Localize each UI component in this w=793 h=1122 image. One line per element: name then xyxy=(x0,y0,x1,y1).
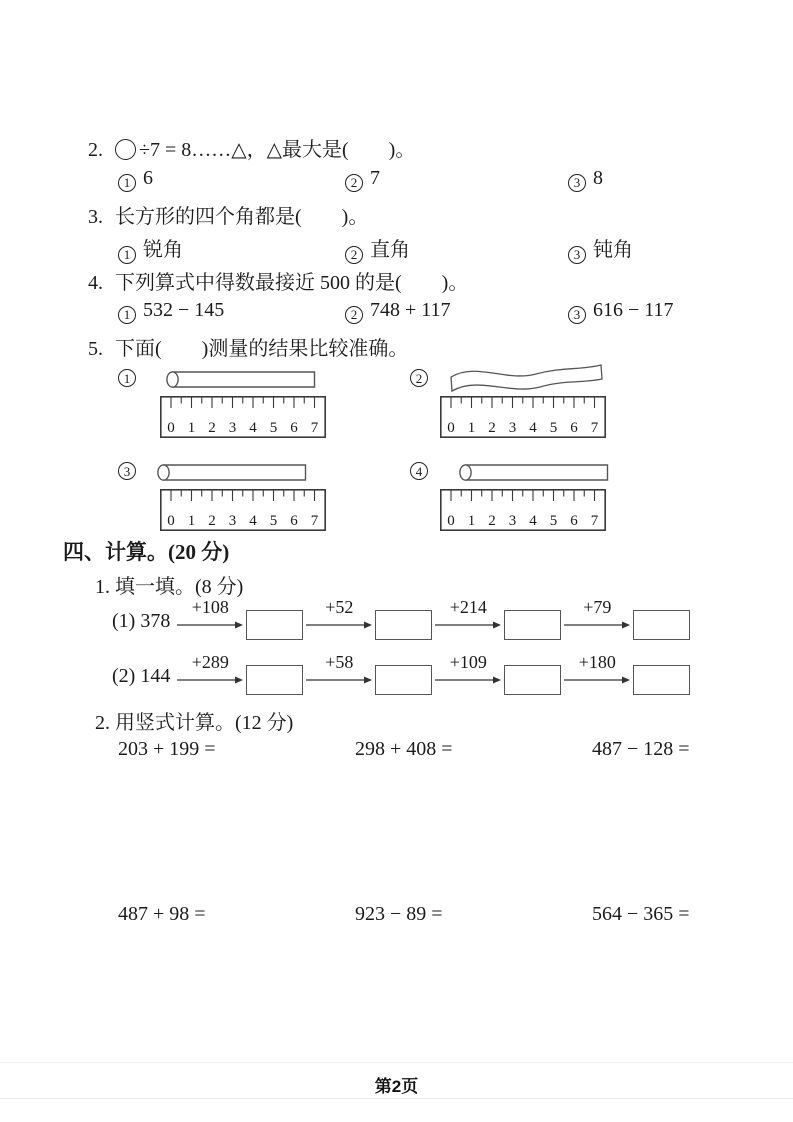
answer-box xyxy=(246,610,303,640)
measure-figure-1 xyxy=(112,363,352,455)
chain-step xyxy=(432,653,504,685)
ruler-icon xyxy=(160,489,326,531)
question-4-number: 4. xyxy=(88,272,103,294)
svg-text:5: 5 xyxy=(269,420,278,436)
circled-number-icon: 3 xyxy=(568,246,586,264)
answer-box xyxy=(246,665,303,695)
fill-in-subtitle: 1. 填一填。(8 分) xyxy=(95,576,244,598)
svg-text:0: 0 xyxy=(447,513,455,529)
chain-step xyxy=(561,598,633,630)
question-5-number: 5. xyxy=(88,338,103,360)
option-item xyxy=(568,167,758,192)
svg-text:6: 6 xyxy=(570,513,578,529)
chain-step xyxy=(174,653,246,685)
blank-circle-symbol xyxy=(115,139,136,160)
step-operation-label: +58 xyxy=(325,652,354,672)
wavy-ribbon-icon xyxy=(448,360,606,398)
chain-step xyxy=(303,653,375,685)
svg-text:0: 0 xyxy=(167,420,175,436)
svg-text:5: 5 xyxy=(269,513,278,529)
expression: 487 + 98 = xyxy=(118,903,206,925)
svg-text:1: 1 xyxy=(187,420,196,436)
answer-box xyxy=(375,665,432,695)
chain-step xyxy=(174,598,246,630)
svg-text:6: 6 xyxy=(290,513,298,529)
question-2-number: 2. xyxy=(88,139,103,161)
question-4-stem xyxy=(88,266,468,295)
expression: 564 − 365 = xyxy=(592,903,690,925)
svg-text:3: 3 xyxy=(228,420,237,436)
question-5-text: 下面( )测量的结果比较准确。 xyxy=(115,338,409,360)
circled-number-icon: 2 xyxy=(345,306,363,324)
answer-box xyxy=(633,610,690,640)
chain-row-2 xyxy=(112,653,690,695)
option-label: 7 xyxy=(370,167,380,189)
svg-text:2: 2 xyxy=(488,513,496,529)
svg-text:6: 6 xyxy=(570,420,578,436)
arrow-right-icon xyxy=(177,675,243,685)
expression: 487 − 128 = xyxy=(592,738,690,760)
question-2-stem xyxy=(88,133,415,162)
step-operation-label: +79 xyxy=(583,597,612,617)
step-operation-label: +214 xyxy=(449,597,487,617)
svg-text:7: 7 xyxy=(590,420,599,436)
rod-icon xyxy=(156,463,308,482)
question-3-options xyxy=(118,233,758,264)
svg-text:7: 7 xyxy=(310,420,319,436)
circled-number-icon: 2 xyxy=(410,369,428,387)
svg-text:2: 2 xyxy=(488,420,496,436)
ruler-icon xyxy=(160,396,326,438)
option-label: 直角 xyxy=(370,239,410,261)
chain-start-label: (2) 144 xyxy=(112,664,171,687)
circled-number-icon: 2 xyxy=(345,174,363,192)
option-item xyxy=(345,233,568,264)
svg-text:2: 2 xyxy=(208,420,216,436)
svg-text:2: 2 xyxy=(208,513,216,529)
option-label: 616 − 117 xyxy=(593,299,674,321)
chain-step xyxy=(432,598,504,630)
svg-text:3: 3 xyxy=(228,513,237,529)
svg-text:4: 4 xyxy=(249,513,257,529)
svg-text:1: 1 xyxy=(187,513,196,529)
circled-number-icon: 1 xyxy=(118,174,136,192)
question-2-text: ÷7 = 8……△，△最大是( )。 xyxy=(139,139,416,161)
step-operation-label: +108 xyxy=(191,597,229,617)
question-3-text: 长方形的四个角都是( )。 xyxy=(115,206,369,228)
circled-number-icon: 1 xyxy=(118,306,136,324)
svg-text:4: 4 xyxy=(249,420,257,436)
measure-figure-3 xyxy=(112,456,352,548)
question-3-stem xyxy=(88,200,368,229)
option-item xyxy=(118,167,345,192)
circled-number-icon: 1 xyxy=(118,246,136,264)
circled-number-icon: 4 xyxy=(410,462,428,480)
arrow-right-icon xyxy=(564,675,630,685)
answer-box xyxy=(504,610,561,640)
ruler-icon xyxy=(440,489,606,531)
answer-box xyxy=(375,610,432,640)
step-operation-label: +52 xyxy=(325,597,354,617)
step-operation-label: +180 xyxy=(578,652,616,672)
svg-text:4: 4 xyxy=(529,420,537,436)
circled-number-icon: 3 xyxy=(118,462,136,480)
question-4-options xyxy=(118,299,758,324)
svg-text:0: 0 xyxy=(447,420,455,436)
svg-text:0: 0 xyxy=(167,513,175,529)
chain-row-1 xyxy=(112,598,690,640)
option-item xyxy=(345,299,568,324)
circled-number-icon: 2 xyxy=(345,246,363,264)
svg-text:3: 3 xyxy=(508,513,517,529)
option-label: 钝角 xyxy=(593,239,633,261)
svg-text:3: 3 xyxy=(508,420,517,436)
option-label: 锐角 xyxy=(143,239,183,261)
arrow-right-icon xyxy=(306,620,372,630)
rod-icon xyxy=(458,463,610,482)
option-label: 532 − 145 xyxy=(143,299,225,321)
ruler-icon xyxy=(440,396,606,438)
option-label: 748 + 117 xyxy=(370,299,451,321)
circled-number-icon: 1 xyxy=(118,369,136,387)
arrow-right-icon xyxy=(564,620,630,630)
arrow-right-icon xyxy=(306,675,372,685)
option-item xyxy=(345,167,568,192)
option-item xyxy=(568,299,758,324)
arrow-right-icon xyxy=(435,620,501,630)
svg-text:5: 5 xyxy=(549,420,558,436)
expression: 923 − 89 = xyxy=(355,903,443,925)
answer-box xyxy=(504,665,561,695)
expression-row-2 xyxy=(118,903,738,926)
expression-row-1 xyxy=(118,738,738,761)
svg-text:5: 5 xyxy=(549,513,558,529)
question-5-stem xyxy=(88,332,408,361)
answer-box xyxy=(633,665,690,695)
step-operation-label: +109 xyxy=(449,652,487,672)
arrow-right-icon xyxy=(435,675,501,685)
option-item xyxy=(118,299,345,324)
question-2-options xyxy=(118,167,758,192)
rod-icon xyxy=(165,370,317,389)
option-label: 6 xyxy=(143,167,153,189)
footer-divider xyxy=(0,1098,793,1099)
question-4-text: 下列算式中得数最接近 500 的是( )。 xyxy=(115,272,469,294)
expression: 298 + 408 = xyxy=(355,738,453,760)
question-3-number: 3. xyxy=(88,206,103,228)
chain-step xyxy=(561,653,633,685)
measure-figure-4 xyxy=(404,456,644,548)
svg-text:1: 1 xyxy=(467,513,476,529)
option-item xyxy=(568,233,758,264)
svg-text:1: 1 xyxy=(467,420,476,436)
footer-divider xyxy=(0,1062,793,1063)
expression: 203 + 199 = xyxy=(118,738,216,760)
option-item xyxy=(118,233,345,264)
option-label: 8 xyxy=(593,167,603,189)
circled-number-icon: 3 xyxy=(568,174,586,192)
page-number-label: 第2页 xyxy=(374,1077,419,1096)
svg-text:7: 7 xyxy=(590,513,599,529)
circled-number-icon: 3 xyxy=(568,306,586,324)
svg-text:7: 7 xyxy=(310,513,319,529)
arrow-right-icon xyxy=(177,620,243,630)
measure-figure-2 xyxy=(404,363,644,455)
chain-step xyxy=(303,598,375,630)
svg-text:6: 6 xyxy=(290,420,298,436)
chain-start-label: (1) 378 xyxy=(112,609,171,632)
svg-text:4: 4 xyxy=(529,513,537,529)
vertical-calc-subtitle: 2. 用竖式计算。(12 分) xyxy=(95,712,294,734)
section-four-title: 四、计算。(20 分) xyxy=(63,540,230,564)
step-operation-label: +289 xyxy=(191,652,229,672)
